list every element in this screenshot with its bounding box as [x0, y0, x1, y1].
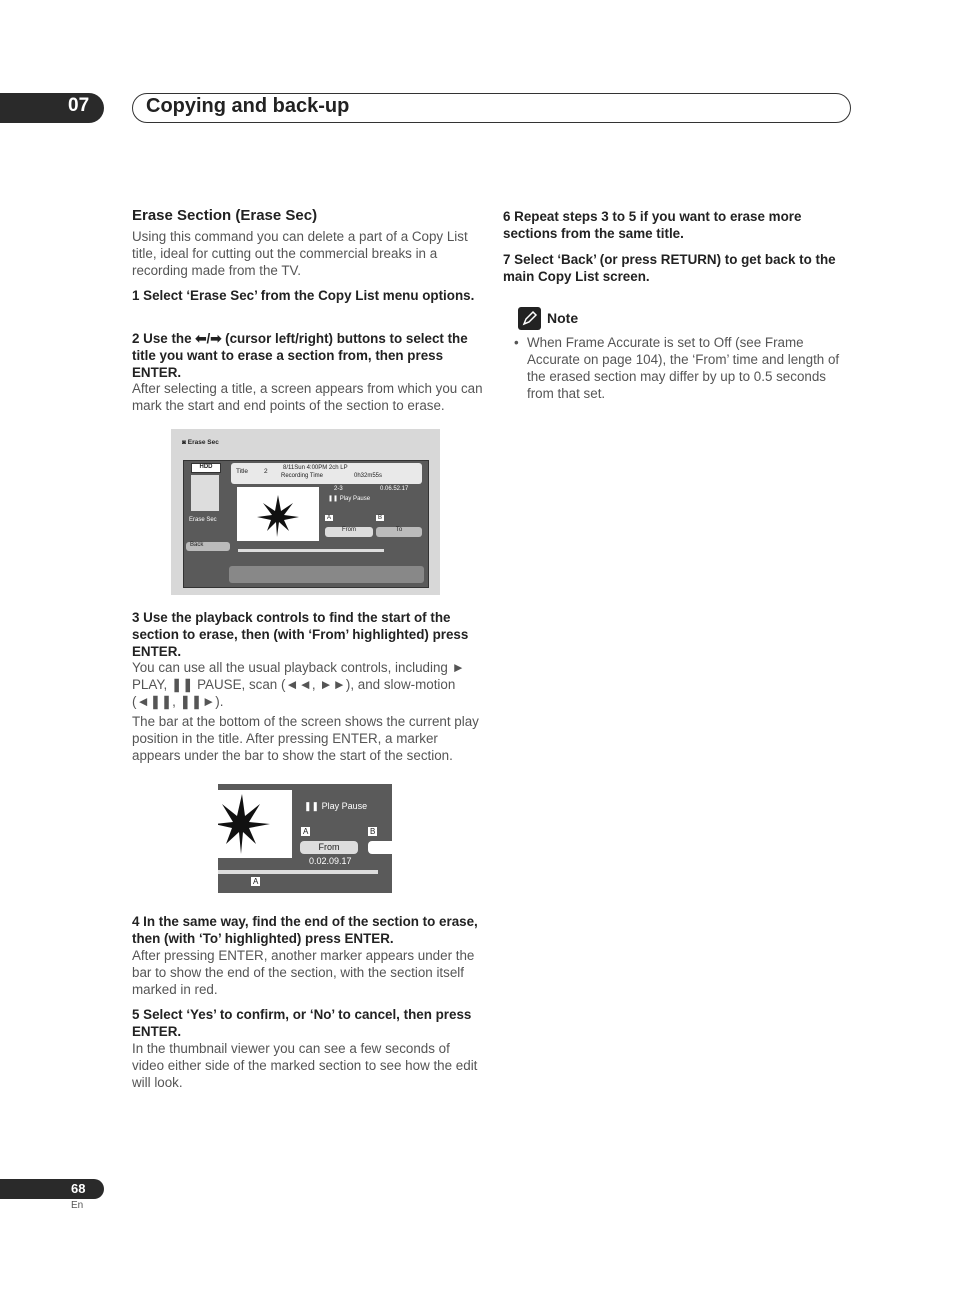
- note-text: When Frame Accurate is set to Off (see Frame Accurate on page 104), the ‘From’ time and length of the erased section may differ by up to 0.5 seconds from that set.: [527, 335, 840, 401]
- zoom-time: 0.02.09.17: [309, 856, 352, 866]
- disc-graphic: [191, 475, 219, 511]
- page-number: 68: [71, 1181, 86, 1196]
- zoom-marker-b: B: [370, 827, 376, 836]
- step-4: 4 In the same way, find the end of the section to erase, then (with ‘To’ highlighted) press ENTER.: [132, 914, 478, 946]
- zoom-from-button[interactable]: From: [300, 841, 358, 854]
- play-state: ❚❚ Play Pause: [328, 496, 371, 502]
- step-1: 1 Select ‘Erase Sec’ from the Copy List menu options.: [132, 288, 475, 303]
- section-title: Erase Section (Erase Sec): [132, 207, 318, 224]
- chapter-number: 07: [68, 95, 90, 116]
- step-5: 5 Select ‘Yes’ to confirm, or ‘No’ to cancel, then press ENTER.: [132, 1007, 472, 1039]
- marker-b: B: [378, 515, 383, 521]
- step-7: 7 Select ‘Back’ (or press RETURN) to get back to the main Copy List screen.: [503, 252, 836, 284]
- position-bar: [238, 549, 384, 552]
- rec-time: 0h32m55s: [354, 473, 383, 479]
- step-6: 6 Repeat steps 3 to 5 if you want to erase more sections from the same title.: [503, 209, 802, 241]
- disc-icon: ◙: [182, 439, 186, 446]
- zoom-to-button[interactable]: [368, 841, 392, 854]
- zoom-thumbnail: [218, 790, 292, 858]
- zoom-bar-marker: A: [253, 877, 259, 886]
- step-5-body: In the thumbnail viewer you can see a few seconds of video either side of the marked section to see how the edit will look.: [132, 1041, 478, 1090]
- hdd-badge: HDD: [191, 463, 221, 473]
- note-pencil-icon: [518, 307, 541, 330]
- zoom-play-state: ❚❚ Play Pause: [304, 801, 368, 811]
- leaf-image-zoom: [218, 790, 292, 858]
- status-bar: [229, 566, 424, 583]
- step-2-body: After selecting a title, a screen appears from which you can mark the start and end points of the section to erase.: [132, 381, 483, 413]
- erase-sec-menu-title: ◙ Erase Sec: [182, 439, 219, 446]
- note-title: Note: [547, 310, 579, 326]
- rec-time-label: Recording Time: [281, 473, 324, 479]
- title-label: Title: [236, 468, 249, 475]
- chapter-title: Copying and back-up: [146, 95, 350, 117]
- step-4-body: After pressing ENTER, another marker appears under the bar to show the end of the section, with the section itself marked in red.: [132, 948, 475, 997]
- chapter-indicator: 2-3: [334, 486, 343, 492]
- time-readout: 0.06.52.17: [380, 486, 409, 492]
- marker-a: A: [327, 515, 332, 521]
- to-button[interactable]: To: [376, 527, 422, 537]
- page-number-tab: [0, 1179, 104, 1199]
- step-3: 3 Use the playback controls to find the start of the section to erase, then (with ‘From’ highlighted) press ENTER.: [132, 610, 469, 659]
- intro-text: Using this command you can delete a part of a Copy List title, ideal for cutting out the commercial breaks in a recording made from the TV.: [132, 229, 468, 278]
- back-button[interactable]: Back: [186, 542, 230, 551]
- note-bullet: •: [514, 335, 519, 350]
- zoom-marker-a: A: [303, 827, 309, 836]
- step-3-body-a: You can use all the usual playback controls, including ► PLAY, ❚❚ PAUSE, scan (◄◄, ►►), and slow-motion (◄❚❚, ❚❚►).: [132, 660, 465, 709]
- date-info: 8/11Sun 4:00PM 2ch LP: [283, 465, 348, 471]
- erase-sec-side-label: Erase Sec: [189, 517, 217, 523]
- leaf-image: [237, 487, 319, 541]
- zoom-position-bar: [218, 870, 378, 874]
- title-number: 2: [264, 468, 268, 475]
- step-3-body-b: The bar at the bottom of the screen shows the current play position in the title. After pressing ENTER, a marker appears under the bar to show the start of the section.: [132, 714, 479, 763]
- thumbnail: [237, 487, 319, 541]
- from-button[interactable]: From: [325, 527, 373, 537]
- page-language: En: [71, 1200, 84, 1211]
- step-2: 2 Use the ⬅/➡ (cursor left/right) buttons to select the title you want to erase a section from, then press ENTER.: [132, 331, 468, 380]
